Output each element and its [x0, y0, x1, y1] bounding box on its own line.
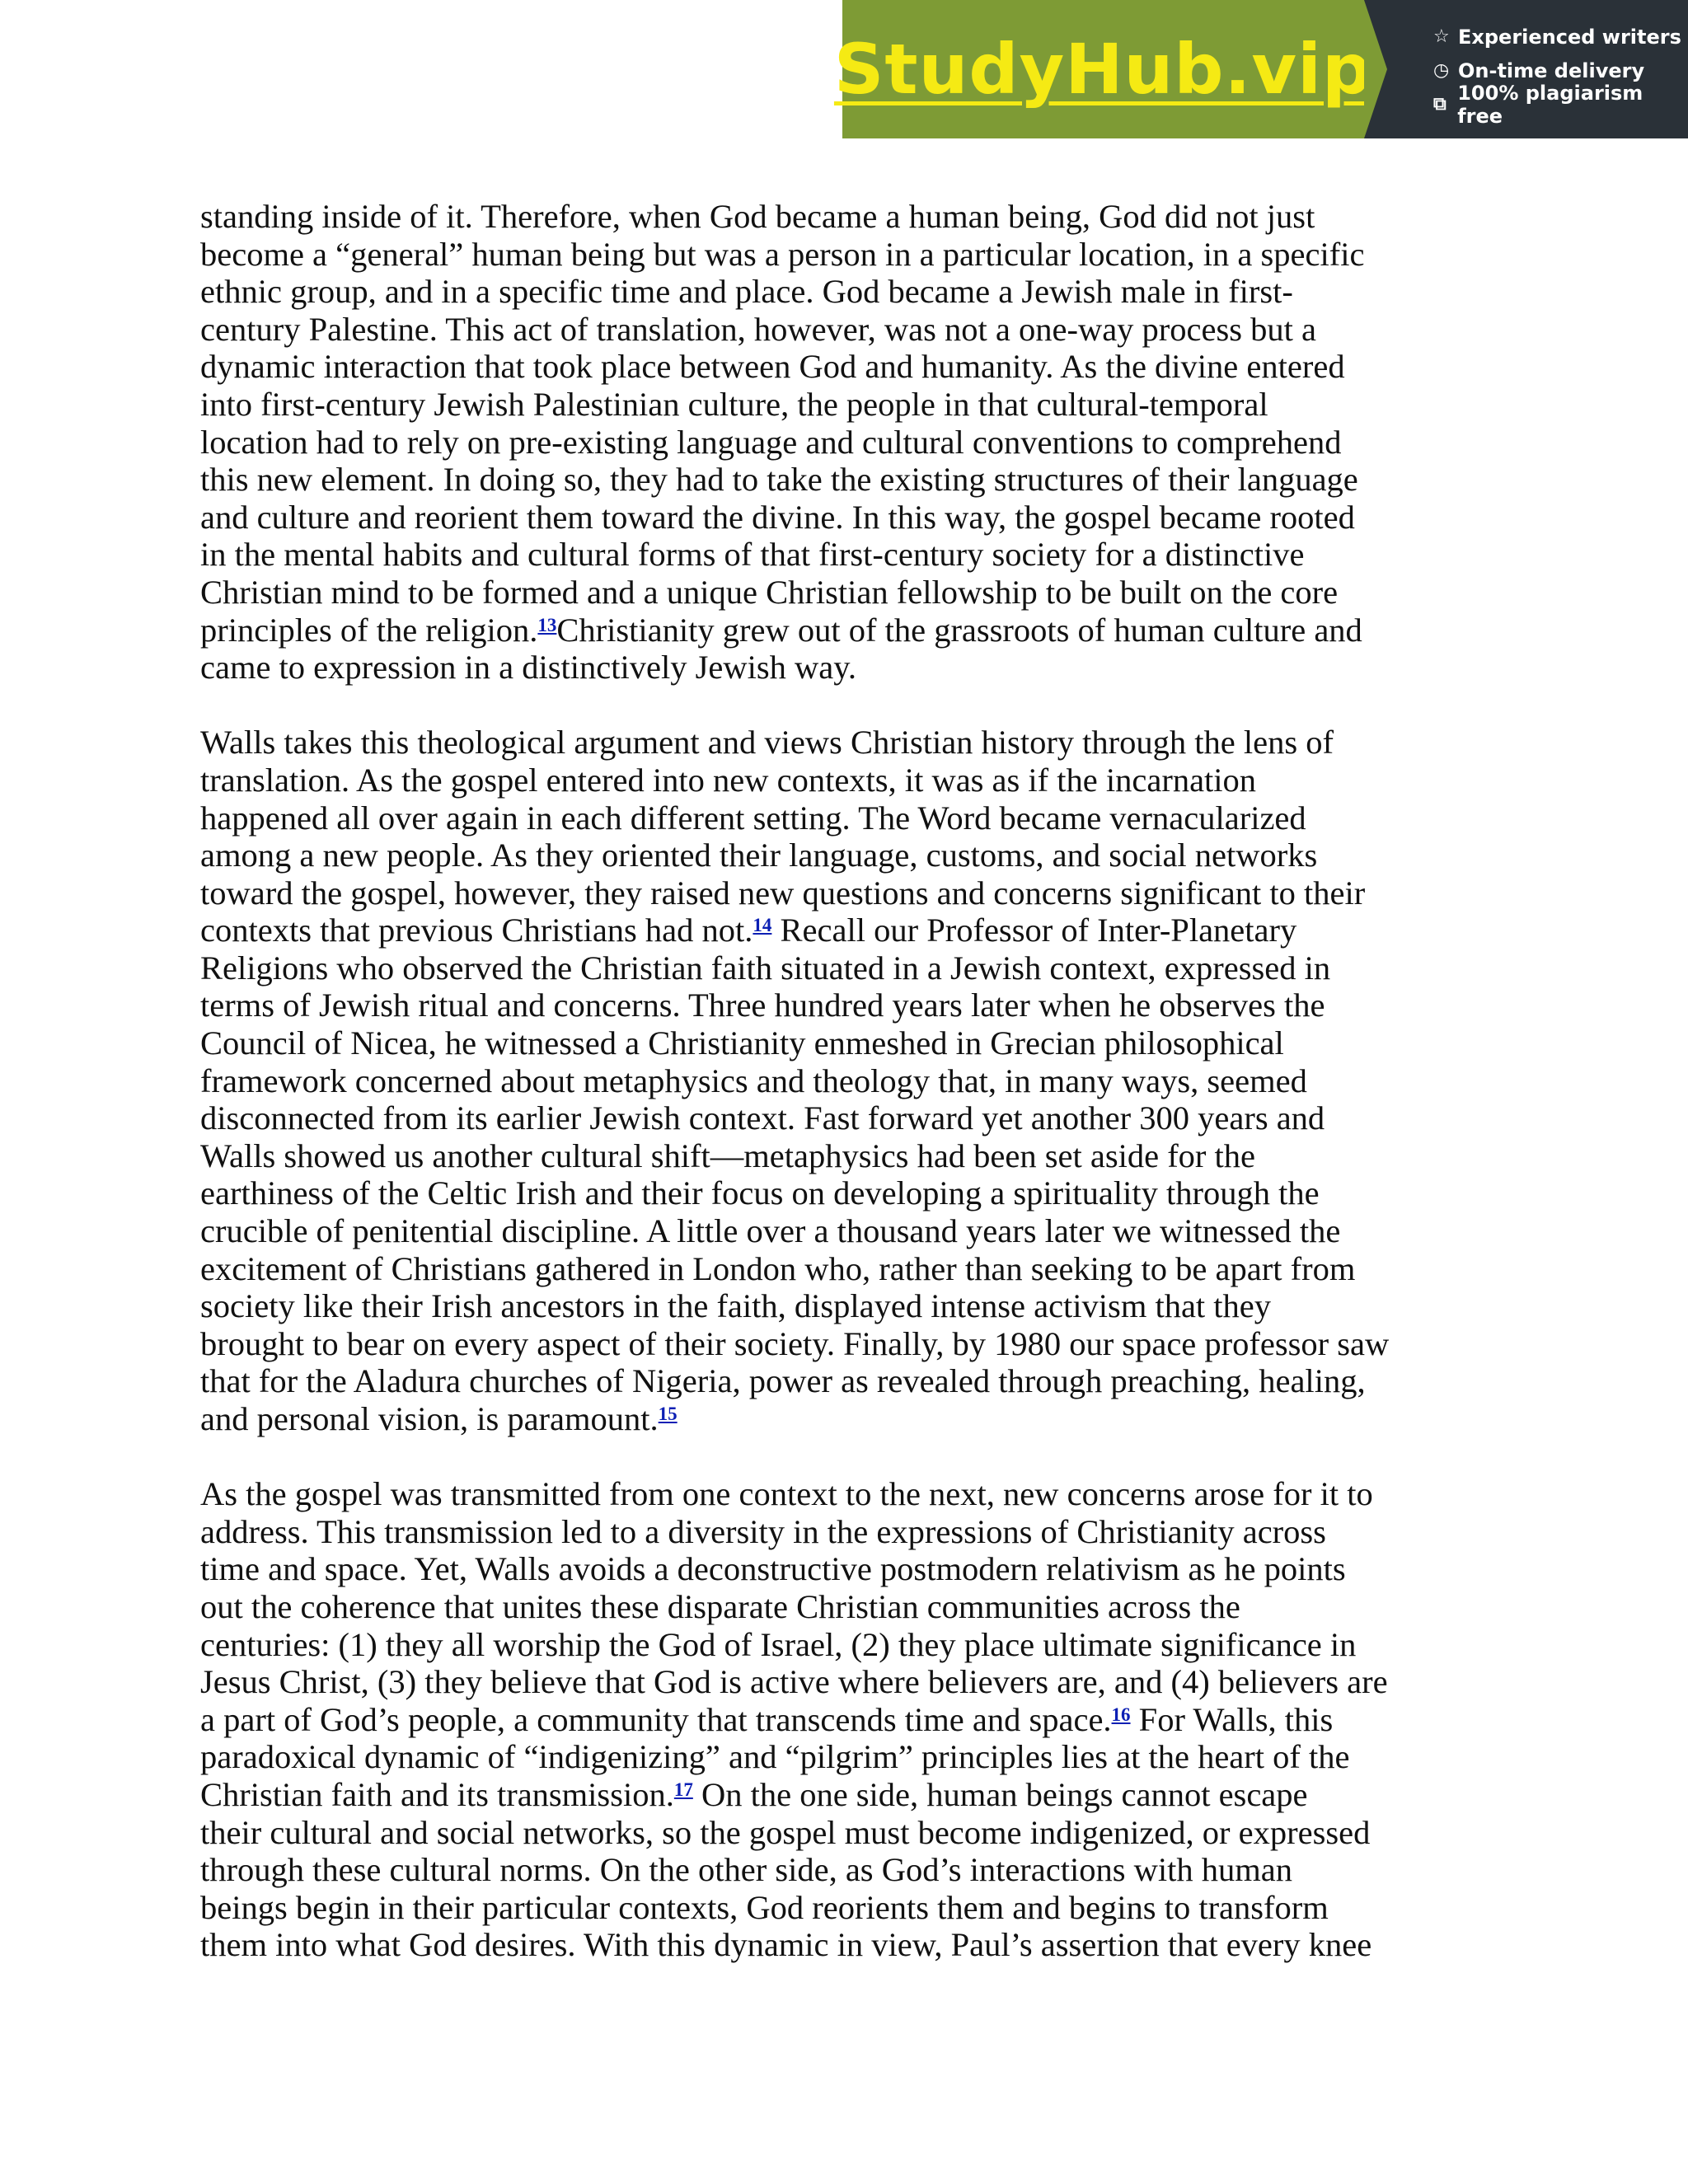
text-line	[200, 1475, 1503, 1513]
text-run: Christian faith and its transmission.	[200, 1775, 674, 1813]
paragraph	[200, 1475, 1503, 1964]
text-line	[200, 1626, 1503, 1664]
text-run: happened all over again in each different setting. The Word became vernacularized	[200, 799, 1306, 837]
text-line	[200, 1174, 1503, 1212]
text-line	[200, 837, 1503, 874]
text-run: Walls takes this theological argument and views Christian history through the lens of	[200, 724, 1334, 762]
feature-label: On-time delivery	[1458, 59, 1645, 82]
text-run: terms of Jewish ritual and concerns. Three hundred years later when he observes the	[200, 987, 1325, 1024]
text-line	[200, 1851, 1503, 1889]
text-line	[200, 1926, 1503, 1964]
text-run: out the coherence that unites these disparate Christian communities across the	[200, 1587, 1240, 1625]
text-line	[200, 1400, 1503, 1438]
text-run: dynamic interaction that took place between God and humanity. As the divine entered	[200, 348, 1345, 386]
document-body	[200, 198, 1503, 2002]
text-run: crucible of penitential discipline. A little over a thousand years later we witnessed the	[200, 1212, 1341, 1250]
studyhub-logo[interactable]	[833, 0, 1373, 138]
text-run: toward the gospel, however, they raised new questions and concerns significant to their	[200, 874, 1366, 912]
text-line	[200, 1738, 1503, 1776]
feature-label: Experienced writers	[1458, 25, 1681, 49]
feature-plagiarism-free	[1433, 81, 1688, 128]
text-line	[200, 1889, 1503, 1927]
text-line	[200, 612, 1503, 649]
text-line	[200, 912, 1503, 949]
text-run: into first-century Jewish Palestinian culture, the people in that cultural-temporal	[200, 385, 1268, 423]
text-run: excitement of Christians gathered in London who, rather than seeking to be apart from	[200, 1249, 1356, 1287]
text-line	[200, 1099, 1503, 1137]
text-run: Christianity grew out of the grassroots of human culture and	[556, 611, 1362, 649]
text-line	[200, 1362, 1503, 1400]
text-line	[200, 1287, 1503, 1325]
text-run: Jesus Christ, (3) they believe that God is active where believers are, and (4) believers are	[200, 1663, 1388, 1701]
text-run: century Palestine. This act of translation, however, was not a one-way process but a	[200, 310, 1316, 348]
text-line	[200, 1024, 1503, 1062]
text-run: through these cultural norms. On the other side, as God’s interactions with human	[200, 1851, 1292, 1889]
text-run: them into what God desires. With this dynamic in view, Paul’s assertion that every knee	[200, 1926, 1372, 1964]
text-run: Recall our Professor of Inter-Planetary	[771, 912, 1297, 949]
text-line	[200, 348, 1503, 386]
text-line	[200, 1814, 1503, 1852]
text-run: Religions who observed the Christian faith situated in a Jewish context, expressed in	[200, 949, 1331, 987]
text-line	[200, 574, 1503, 612]
text-run: framework concerned about metaphysics and theology that, in many ways, seemed	[200, 1062, 1307, 1099]
text-run: among a new people. As they oriented their language, customs, and social networks	[200, 837, 1318, 874]
text-line	[200, 1325, 1503, 1363]
text-run: translation. As the gospel entered into new contexts, it was as if the incarnation	[200, 761, 1257, 799]
text-run: that for the Aladura churches of Nigeria, power as revealed through preaching, healing,	[200, 1362, 1366, 1400]
text-run: time and space. Yet, Walls avoids a deconstructive postmodern relativism as he points	[200, 1550, 1346, 1588]
paragraph	[200, 724, 1503, 1437]
text-run: principles of the religion.	[200, 611, 538, 649]
text-run: For Walls, this	[1130, 1700, 1334, 1738]
text-run: a part of God’s people, a community that transcends time and space.	[200, 1700, 1112, 1738]
text-line	[200, 1663, 1503, 1701]
footnote-link[interactable]: 17	[673, 1779, 693, 1800]
text-line	[200, 499, 1503, 537]
text-run: centuries: (1) they all worship the God of Israel, (2) they place ultimate significance in	[200, 1625, 1357, 1663]
text-line	[200, 1588, 1503, 1626]
text-line	[200, 987, 1503, 1024]
text-line	[200, 1062, 1503, 1100]
text-run: ethnic group, and in a specific time and place. God became a Jewish male in first-	[200, 273, 1293, 311]
clock-icon: ◷	[1433, 60, 1450, 81]
text-run: their cultural and social networks, so the gospel must become indigenized, or expressed	[200, 1813, 1371, 1851]
text-line	[200, 724, 1503, 762]
text-run: society like their Irish ancestors in the faith, displayed intense activism that they	[200, 1287, 1272, 1325]
text-run: earthiness of the Celtic Irish and their focus on developing a spirituality through the	[200, 1174, 1320, 1212]
text-run: disconnected from its earlier Jewish context. Fast forward yet another 300 years and	[200, 1099, 1325, 1137]
text-line	[200, 1212, 1503, 1250]
feature-experienced-writers	[1433, 20, 1688, 54]
text-line	[200, 1250, 1503, 1288]
text-run: standing inside of it. Therefore, when God became a human being, God did not just	[200, 198, 1315, 235]
text-run: Christian mind to be formed and a unique Christian fellowship to be built on the core	[200, 573, 1339, 611]
text-line	[200, 1137, 1503, 1175]
footnote-link[interactable]: 13	[537, 614, 557, 635]
logo-text: StudyHub.vip	[833, 29, 1373, 110]
text-run: become a “general” human being but was a person in a particular location, in a specific	[200, 235, 1365, 273]
text-line	[200, 461, 1503, 499]
text-run: beings begin in their particular contexts, God reorients them and begins to transform	[200, 1888, 1329, 1926]
text-run: address. This transmission led to a diversity in the expressions of Christianity across	[200, 1512, 1326, 1550]
text-line	[200, 1701, 1503, 1739]
banner-features	[1364, 0, 1688, 138]
copy-icon: ⧉	[1433, 94, 1447, 115]
feature-label: 100% plagiarism free	[1457, 81, 1643, 128]
text-line	[200, 311, 1503, 349]
text-line	[200, 424, 1503, 462]
text-run: and personal vision, is paramount.	[200, 1400, 659, 1437]
text-line	[200, 1513, 1503, 1551]
ad-banner[interactable]	[833, 0, 1688, 138]
text-line	[200, 273, 1503, 311]
text-run: and culture and reorient them toward the divine. In this way, the gospel became rooted	[200, 498, 1355, 536]
text-line	[200, 649, 1503, 687]
text-line	[200, 1776, 1503, 1814]
text-line	[200, 762, 1503, 799]
text-line	[200, 799, 1503, 837]
text-line	[200, 236, 1503, 274]
text-run: brought to bear on every aspect of their society. Finally, by 1980 our space professor saw	[200, 1324, 1390, 1362]
text-line	[200, 1550, 1503, 1588]
text-run: this new element. In doing so, they had to take the existing structures of their language	[200, 461, 1358, 499]
text-run: contexts that previous Christians had not.	[200, 912, 753, 949]
text-run: On the one side, human beings cannot escape	[692, 1775, 1308, 1813]
text-line	[200, 386, 1503, 424]
text-run: paradoxical dynamic of “indigenizing” and “pilgrim” principles lies at the heart of the	[200, 1738, 1350, 1776]
text-line	[200, 536, 1503, 574]
footnote-link[interactable]: 14	[753, 915, 772, 936]
text-line	[200, 949, 1503, 987]
text-line	[200, 874, 1503, 912]
text-run: came to expression in a distinctively Jewish way.	[200, 649, 856, 687]
paragraph	[200, 198, 1503, 687]
text-run: Council of Nicea, he witnessed a Christianity enmeshed in Grecian philosophical	[200, 1024, 1284, 1062]
star-icon: ☆	[1433, 26, 1450, 47]
footnote-link[interactable]: 15	[658, 1404, 678, 1424]
text-run: in the mental habits and cultural forms of that first-century society for a distinctive	[200, 536, 1305, 574]
banner-chevron	[1364, 0, 1387, 138]
text-line	[200, 198, 1503, 236]
text-run: location had to rely on pre-existing language and cultural conventions to comprehend	[200, 423, 1342, 461]
footnote-link[interactable]: 16	[1111, 1704, 1131, 1725]
text-run: As the gospel was transmitted from one context to the next, new concerns arose for it to	[200, 1475, 1373, 1513]
text-run: Walls showed us another cultural shift—metaphysics had been set aside for the	[200, 1137, 1256, 1174]
